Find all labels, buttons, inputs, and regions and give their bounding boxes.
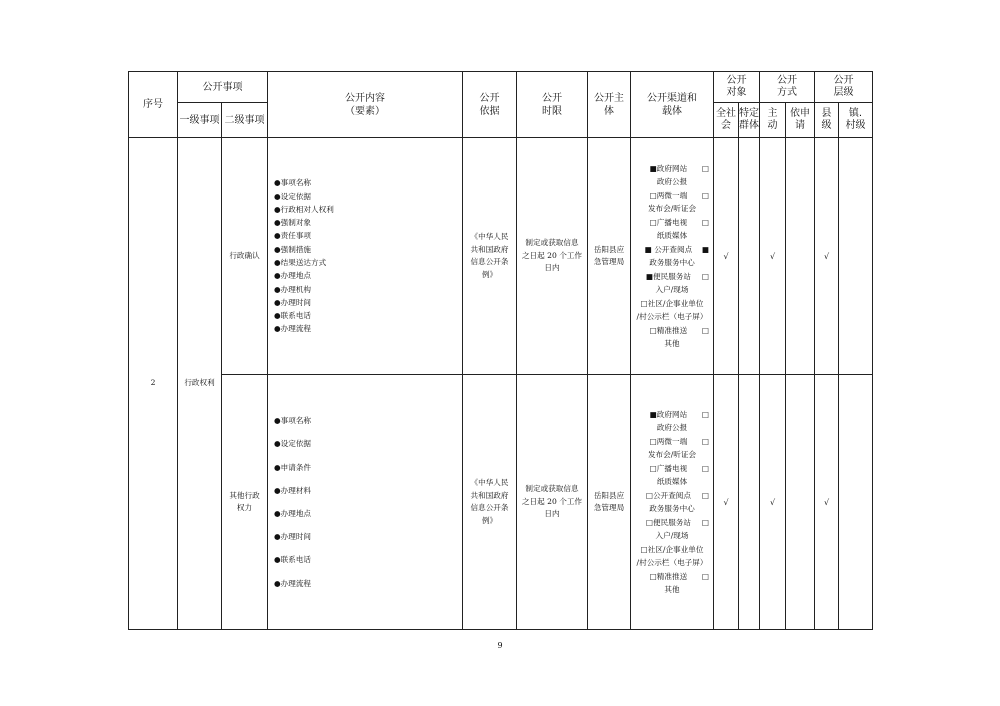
check-level-county: √ (815, 375, 839, 630)
content-item: ●强制对象 (274, 218, 312, 228)
row-basis: 《中华人民 共和国政府 信息公开条 例》 (463, 138, 517, 375)
row-seq: 2 (129, 138, 178, 630)
header-limit: 公开 时限 (517, 72, 588, 138)
check-target-specific (739, 138, 760, 375)
content-item: ●办理流程 (274, 578, 312, 588)
channel-line: 政务服务中心 (649, 504, 695, 513)
check-target-all: √ (714, 138, 739, 375)
channel-line: □便民服务站 □ (645, 517, 709, 527)
content-item: ●办理机构 (274, 284, 312, 294)
header-basis: 公开 依据 (463, 72, 517, 138)
header-channel: 公开渠道和 载体 (631, 72, 714, 138)
channel-line: □广播电视 □ (649, 463, 709, 473)
row-level2: 行政确认 (222, 138, 268, 375)
content-item: ●强制措施 (274, 244, 312, 254)
header-mode-active: 主 动 (760, 103, 786, 138)
channel-line: 政府公报 (656, 423, 688, 432)
content-item: ●事项名称 (274, 416, 312, 426)
content-item: ●行政相对人权利 (274, 204, 334, 214)
header-subject: 公开主 体 (588, 72, 631, 138)
channel-line: □公开查阅点 □ (645, 490, 709, 500)
header-mode: 公开 方式 (760, 72, 815, 103)
content-item: ●办理流程 (274, 324, 312, 334)
check-target-specific (739, 375, 760, 630)
channel-line: /村公示栏（电子屏） (636, 312, 708, 321)
content-item: ●办理地点 (274, 271, 312, 281)
content-item: ●办理时间 (274, 532, 312, 542)
header-level-county: 县 级 (815, 103, 839, 138)
channel-line: 政府公报 (656, 177, 688, 186)
row-subject: 岳阳县应 急管理局 (588, 375, 631, 630)
header-target-specific: 特定 群体 (739, 103, 760, 138)
check-mode-active: √ (760, 138, 786, 375)
content-item: ●联系电话 (274, 555, 312, 565)
table-row (129, 375, 873, 630)
check-level-town (839, 375, 873, 630)
content-item: ●设定依据 (274, 191, 312, 201)
channel-line: /村公示栏（电子屏） (636, 558, 708, 567)
channel-line: □社区/企事业单位 (640, 544, 704, 554)
channel-line: 其他 (664, 339, 680, 348)
row-subject: 岳阳县应 急管理局 (588, 138, 631, 375)
channel-line: ■ 公开查阅点 ■ (644, 244, 709, 254)
row-level2: 其他行政 权力 (222, 375, 268, 630)
channel-line: □社区/企事业单位 (640, 298, 704, 308)
check-mode-active: √ (760, 375, 786, 630)
channel-line: 发布会/听证会 (647, 450, 697, 459)
channel-line: 入户/现场 (655, 531, 689, 540)
disclosure-table (128, 71, 873, 630)
table-row (129, 138, 873, 375)
channel-line: 纸质媒体 (656, 477, 688, 486)
header-mode-apply: 依申 请 (786, 103, 815, 138)
row-content (268, 138, 463, 375)
content-item: ●办理地点 (274, 509, 312, 518)
row-channels (631, 375, 714, 630)
header-seq: 序号 (129, 72, 178, 138)
content-item: ●办理材料 (274, 485, 312, 495)
header-target: 公开 对象 (714, 72, 760, 103)
row-limit: 制定或获取信息 之日起 20 个工作 日内 (517, 138, 588, 375)
content-item: ●办理时间 (274, 297, 312, 307)
check-target-all: √ (714, 375, 739, 630)
channel-line: ■政府网站 □ (649, 409, 709, 419)
channel-line: ■便民服务站 □ (645, 271, 709, 281)
row-level1: 行政权利 (178, 138, 222, 630)
row-channels (631, 138, 714, 375)
content-item: ●联系电话 (274, 311, 312, 321)
channel-line: ■政府网站 □ (649, 163, 709, 173)
row-basis: 《中华人民 共和国政府 信息公开条 例》 (463, 375, 517, 630)
row-limit: 制定或获取信息 之日起 20 个工作 日内 (517, 375, 588, 630)
channel-line: □两微一端 □ (649, 190, 709, 200)
header-target-all: 全社 会 (714, 103, 739, 138)
content-item: ●申请条件 (274, 462, 312, 472)
content-item: ●责任事项 (274, 231, 312, 241)
content-item: ●结果送达方式 (274, 258, 327, 267)
channel-line: 其他 (664, 585, 680, 594)
check-mode-apply (786, 375, 815, 630)
channel-line: □精准推送 □ (649, 325, 709, 335)
content-item: ●设定依据 (274, 439, 312, 449)
check-level-county: √ (815, 138, 839, 375)
page-number: 9 (497, 641, 503, 650)
channel-line: 政务服务中心 (649, 258, 695, 267)
channel-line: □广播电视 □ (649, 217, 709, 227)
header-content: 公开内容 （要素） (268, 72, 463, 138)
channel-line: □精准推送 □ (649, 571, 709, 581)
channel-line: 入户/现场 (655, 285, 689, 294)
check-mode-apply (786, 138, 815, 375)
content-item: ●事项名称 (274, 178, 312, 188)
header-level-town: 镇. 村级 (839, 103, 873, 138)
channel-line: □两微一端 □ (649, 436, 709, 446)
header-items: 公开事项 (178, 72, 268, 103)
channel-line: 纸质媒体 (656, 231, 688, 240)
header-level1: 一级事项 (178, 103, 222, 138)
header-level: 公开 层级 (815, 72, 873, 103)
channel-line: 发布会/听证会 (647, 204, 697, 213)
row-content (268, 375, 463, 630)
header-level2: 二级事项 (222, 103, 268, 138)
check-level-town (839, 138, 873, 375)
